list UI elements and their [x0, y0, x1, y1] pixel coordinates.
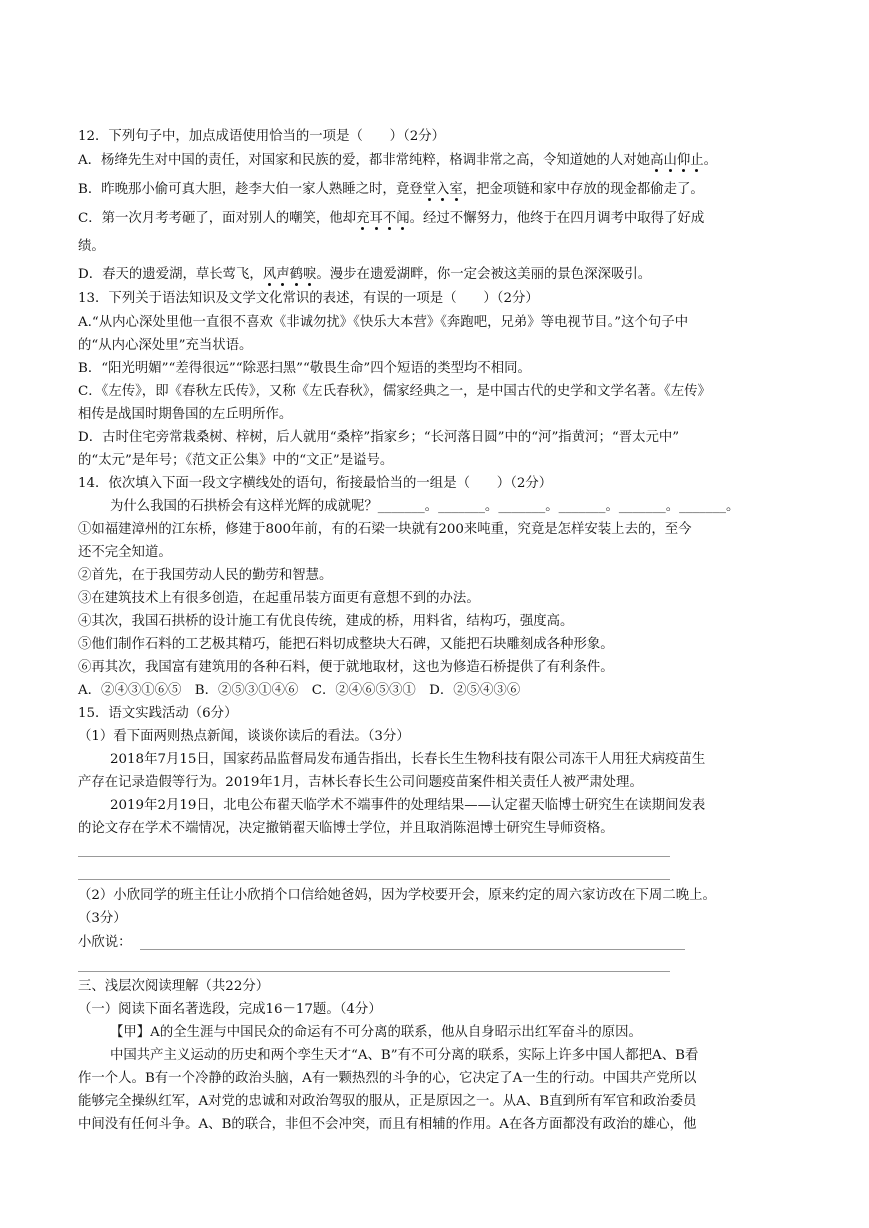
- q12-b-end: ，把金项链和家中存放的现金都偷走了。: [462, 182, 704, 197]
- emphasis-char: 鹤: [289, 267, 303, 282]
- q12-c-end: 。经过不懈努力，他终于在四月调考中取得了好成: [409, 211, 705, 226]
- q12-d-idiom: [263, 267, 317, 282]
- excerpt-para-line2: 作一个人。B有一个冷静的政治头脑，A有一颗热烈的斗争的心，它决定了A一生的行动。中国共产党所以: [78, 1071, 697, 1086]
- q14-sentence-6: ⑥再其次，我国富有建筑用的各种石料，便于就地取材，这也为修造石桥提供了有利条件。: [78, 660, 614, 675]
- q12-d-text: D．春天的遗爱湖，草长莺飞，: [78, 267, 263, 282]
- q12-b-idiom: [423, 182, 463, 197]
- emphasis-char: 入: [436, 182, 450, 197]
- emphasis-char: 高: [650, 153, 664, 168]
- q14-sentence-4: ④其次，我国石拱桥的设计施工有优良传统，建成的桥，用料省，结构巧，强度高。: [78, 614, 574, 629]
- q12-c-idiom: [356, 211, 410, 226]
- section3-subheading: （一）阅读下面名著选段，完成16－17题。（4分）: [78, 1002, 382, 1017]
- emphasis-char: 堂: [422, 182, 436, 197]
- emphasis-char: 充: [356, 211, 370, 226]
- q12-option-c: [78, 212, 704, 225]
- emphasis-char: 山: [663, 153, 677, 168]
- q13-option-b: B．“阳光明媚”“差得很远”“除恶扫黑”“敬畏生命”四个短语的类型均不相同。: [78, 361, 531, 376]
- emphasis-char: 止: [690, 153, 704, 168]
- q12-a-text: A．杨绛先生对中国的责任，对国家和民族的爱，都非常纯粹，格调非常之高，令知道她的人对她: [78, 153, 651, 168]
- q12-c-text: C．第一次月考考砸了，面对别人的嘲笑，他却: [78, 211, 357, 226]
- emphasis-char: 闻: [396, 211, 410, 226]
- q14-options: A．②④③①⑥⑤ B．②⑤③①④⑥ C．②④⑥⑤③① D．②⑤④③⑥: [78, 683, 521, 698]
- q14-sentence-5: ⑤他们制作石料的工艺极其精巧，能把石料切成整块大石碑，又能把石块雕刻成各种形象。: [78, 637, 614, 652]
- emphasis-char: 室: [449, 182, 463, 197]
- q13-option-d-line2: 的“太元”是年号；《范文正公集》中的“文正”是谥号。: [78, 453, 394, 468]
- emphasis-char: 声: [276, 267, 290, 282]
- emphasis-char: 不: [382, 211, 397, 226]
- emphasis-char: 耳: [369, 211, 383, 226]
- emphasis-char: 唳: [303, 267, 317, 282]
- q14-stem: 14．依次填入下面一段文字横线处的语句，衔接最恰当的一组是（ ）（2分）: [78, 476, 553, 491]
- section3-heading: 三、浅层次阅读理解（共22分）: [78, 979, 270, 994]
- q12-a-end: 。: [703, 153, 718, 168]
- q15-speaker-label: 小欣说：: [78, 935, 132, 950]
- emphasis-char: 仰: [676, 153, 691, 168]
- q15-stem: 15．语文实践活动（6分）: [78, 706, 238, 721]
- excerpt-para-line3: 能够完全操纵红军，A对党的忠诚和对政治驾驭的服从，正是原因之一。从A、B直到所有军官和政治委员: [78, 1094, 697, 1109]
- q12-a-idiom: [650, 153, 704, 168]
- answer-line-speaker[interactable]: [140, 949, 685, 950]
- answer-line-3[interactable]: [78, 971, 670, 972]
- answer-line-1[interactable]: [78, 856, 670, 857]
- excerpt-jia: 【甲】A的全生涯与中国民众的命运有不可分离的联系，他从自身昭示出红军奋斗的原因。: [110, 1025, 642, 1040]
- q14-sentence-1-line1: ①如福建漳州的江东桥，修建于800年前，有的石梁一块就有200来吨重，究竟是怎样安装上去的，至今: [78, 522, 692, 537]
- q12-stem: 12．下列句子中，加点成语使用恰当的一项是（ ）（2分）: [78, 129, 446, 144]
- q13-option-d-line1: D．古时住宅旁常栽桑树、梓树，后人就用“桑梓”指家乡；“长河落日圆”中的“河”指黄河；“晋太元中”: [78, 430, 680, 445]
- q15-part1-prompt: （1）看下面两则热点新闻，谈谈你读后的看法。（3分）: [78, 729, 410, 744]
- q12-option-c-cont: 绩。: [78, 239, 105, 254]
- q12-b-text: B．昨晚那小偷可真大胆，趁李大伯一家人熟睡之时，竟登: [78, 182, 423, 197]
- answer-line-2[interactable]: [78, 879, 670, 880]
- q13-stem: 13．下列关于语法知识及文学文化常识的表述，有误的一项是（ ）（2分）: [78, 291, 539, 306]
- q14-sentence-1-line2: 还不完全知道。: [78, 545, 172, 560]
- excerpt-para-line1: 中国共产主义运动的历史和两个孪生天才“A、B”有不可分离的联系，实际上许多中国人都把A、B看: [110, 1048, 699, 1063]
- q12-d-end: 。漫步在遗爱湖畔，你一定会被这美丽的景色深深吸引。: [316, 267, 652, 282]
- q15-news1-line1: 2018年7月15日，国家药品监督局发布通告指出，长春长生生物科技有限公司冻干人用狂犬病疫苗生: [110, 752, 706, 767]
- q15-news2-line1: 2019年2月19日，北电公布翟天临学术不端事件的处理结果——认定翟天临博士研究生在读期间发表: [110, 798, 706, 813]
- q13-option-a-line2: 的“从内心深处里”充当状语。: [78, 338, 253, 353]
- q12-option-b: [78, 183, 704, 196]
- q15-news2-line2: 的论文存在学术不端情况，决定撤销翟天临博士学位，并且取消陈浥博士研究生导师资格。: [78, 821, 614, 836]
- q15-news1-line2: 产存在记录造假等行为。2019年1月，吉林长春长生公司问题疫苗案件相关责任人被严肃处理。: [78, 775, 643, 790]
- q14-sentence-2: ②首先，在于我国劳动人民的勤劳和智慧。: [78, 568, 333, 583]
- q14-sentence-3: ③在建筑技术上有很多创造，在起重吊装方面更有意想不到的办法。: [78, 591, 480, 606]
- q14-lead-passage: 为什么我国的石拱桥会有这样光辉的成就呢？_______。_______。_______。_______。_______。_______。: [110, 499, 740, 514]
- emphasis-char: 风: [262, 267, 277, 282]
- excerpt-para-line4: 中间没有任何斗争。A、B的联合，非但不会冲突，而且有相辅的作用。A在各方面都没有政治的雄心，他: [78, 1117, 697, 1132]
- q15-part2-prompt-line1: （2）小欣同学的班主任让小欣捎个口信给她爸妈，因为学校要开会，原来约定的周六家访改在下周二晚上。: [78, 888, 716, 903]
- q15-part2-prompt-line2: （3分）: [78, 911, 127, 926]
- q13-option-c-line2: 相传是战国时期鲁国的左丘明所作。: [78, 407, 293, 422]
- q13-option-a-line1: A.“从内心深处里他一直很不喜欢《非诚勿扰》《快乐大本营》《奔跑吧，兄弟》等电视节目。”这个句子中: [78, 315, 689, 330]
- q12-option-d: [78, 268, 651, 281]
- q13-option-c-line1: C．《左传》，即《春秋左氏传》，又称《左氏春秋》，儒家经典之一，是中国古代的史学和文学名著。《左传》: [78, 384, 711, 399]
- q12-option-a: [78, 154, 717, 167]
